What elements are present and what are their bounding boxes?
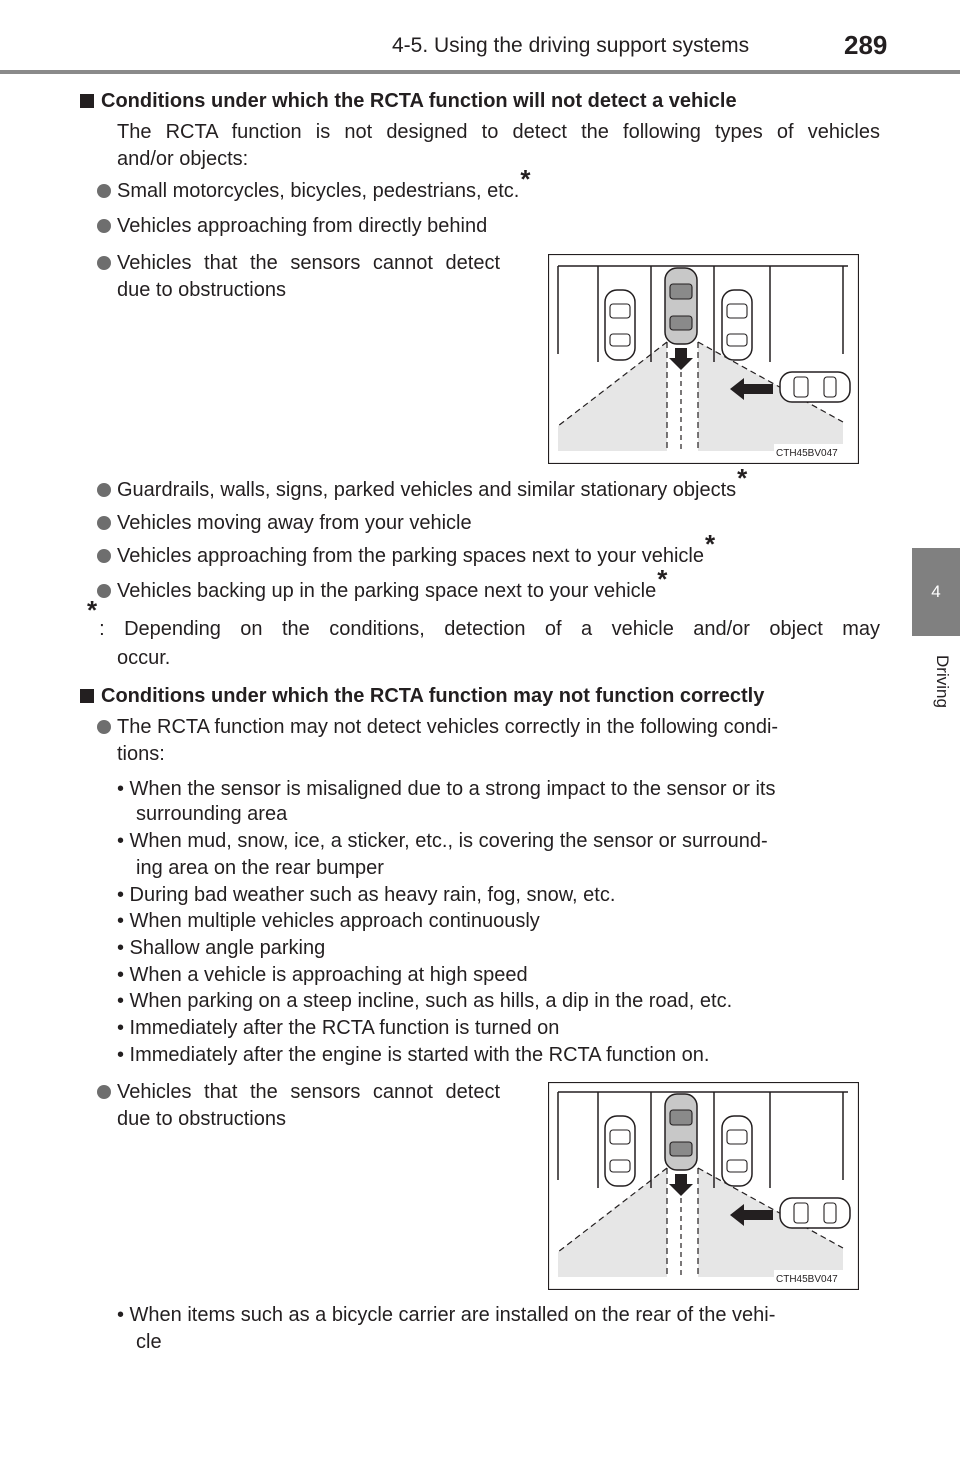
bullet-line: • When items such as a bicycle carrier are installed on the rear of the vehi-: [117, 1304, 776, 1326]
list-item: Vehicles that the sensors cannot detect: [97, 250, 529, 277]
section1-intro-line2: and/or objects:: [117, 148, 249, 170]
square-bullet-icon: [80, 94, 94, 108]
bullet-line: • During bad weather such as heavy rain, fog, snow, etc.: [117, 884, 616, 906]
footnote-line1: * : Depending on the conditions, detection of a vehicle and/or object may: [87, 595, 880, 640]
bullet-line: cle: [136, 1331, 162, 1353]
bullet-dot-icon: [97, 256, 111, 270]
bullet-line: ing area on the rear bumper: [136, 857, 384, 879]
list-item-continued: due to obstructions: [117, 1108, 286, 1130]
rcta-obstruction-diagram: [548, 254, 859, 464]
bullet-dot-icon: [97, 184, 111, 198]
section1-heading: Conditions under which the RCTA function will not detect a vehicle: [80, 88, 737, 115]
bullet-line: surrounding area: [136, 803, 288, 825]
chapter-tab: 4: [912, 548, 960, 636]
bullet-dot-icon: [97, 483, 111, 497]
bullet-line: • When parking on a steep incline, such as hills, a dip in the road, etc.: [117, 990, 733, 1012]
bullet-dot-icon: [97, 720, 111, 734]
chapter-label: Driving: [933, 655, 952, 708]
bullet-line: • When a vehicle is approaching at high speed: [117, 964, 528, 986]
section2-heading: Conditions under which the RCTA function may not function correctly: [80, 683, 764, 710]
rcta-obstruction-diagram: [548, 1082, 859, 1290]
list-item: Vehicles approaching from the parking spaces next to your vehicle*: [97, 543, 715, 570]
list-item-continued: due to obstructions: [117, 279, 286, 301]
bullet-line: • Immediately after the RCTA function is turned on: [117, 1017, 560, 1039]
list-item: Small motorcycles, bicycles, pedestrians, etc.*: [97, 178, 531, 205]
bullet-dot-icon: [97, 516, 111, 530]
header-rule: [0, 70, 960, 74]
list-item: The RCTA function may not detect vehicles correctly in the following condi-: [97, 714, 882, 741]
bullet-dot-icon: [97, 584, 111, 598]
bullet-dot-icon: [97, 219, 111, 233]
bullet-line: • When the sensor is misaligned due to a strong impact to the sensor or its: [117, 778, 776, 800]
bullet-dot-icon: [97, 1085, 111, 1099]
list-item: Vehicles backing up in the parking space next to your vehicle*: [97, 578, 667, 605]
list-item: Vehicles moving away from your vehicle: [97, 510, 472, 537]
bullet-line: • When mud, snow, ice, a sticker, etc., is covering the sensor or surround-: [117, 830, 768, 852]
bullet-line: • When multiple vehicles approach continuously: [117, 910, 540, 932]
section-header-title: 4-5. Using the driving support systems: [392, 34, 750, 57]
footnote-line2: occur.: [117, 647, 171, 669]
page-number: 289: [844, 30, 888, 60]
list-item: Guardrails, walls, signs, parked vehicles and similar stationary objects*: [97, 477, 747, 504]
square-bullet-icon: [80, 689, 94, 703]
list-item: Vehicles that the sensors cannot detect: [97, 1079, 500, 1106]
bullet-line: • Shallow angle parking: [117, 937, 326, 959]
list-item-continued: tions:: [117, 743, 165, 765]
bullet-dot-icon: [97, 549, 111, 563]
bullet-line: • Immediately after the engine is started with the RCTA function on.: [117, 1044, 710, 1066]
list-item: Vehicles approaching from directly behind: [97, 213, 487, 240]
figure-code: CTH45BV047: [776, 1274, 838, 1285]
figure-code: CTH45BV047: [776, 448, 838, 459]
section1-intro-line1: The RCTA function is not designed to detect the following types of vehicles: [117, 121, 880, 143]
